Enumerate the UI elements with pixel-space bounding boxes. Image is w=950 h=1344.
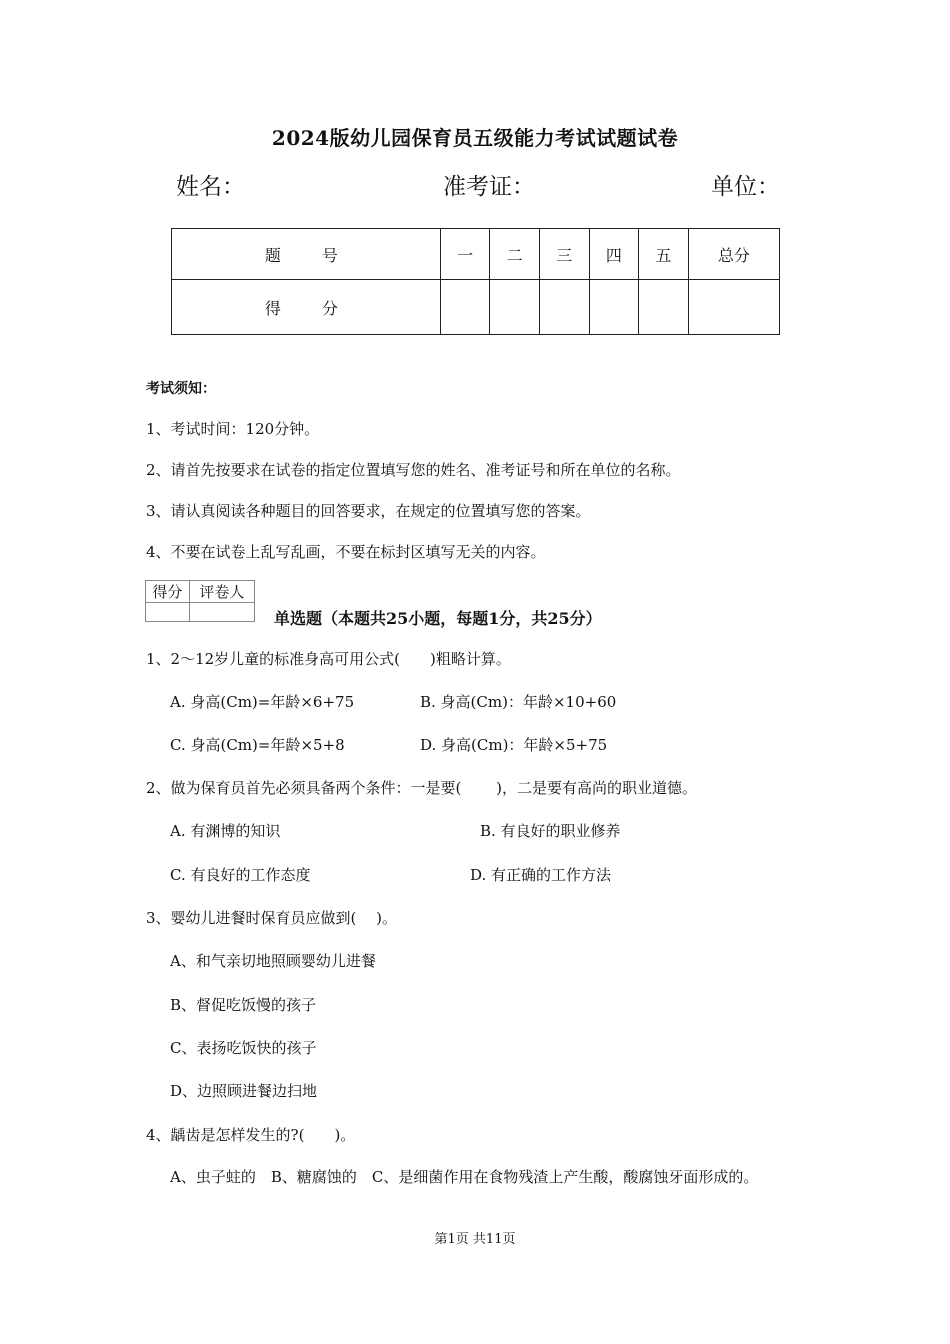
page-title: 2024版幼儿园保育员五级能力考试试题试卷 <box>271 126 679 150</box>
question-stem: 2、做为保育员首先必须具备两个条件：一是要( )，二是要有高尚的职业道德。 <box>146 779 698 797</box>
score-header-cell: 二 <box>490 229 540 280</box>
option-c: C. 有良好的工作态度 <box>170 866 311 884</box>
exam-id-label: 准考证： <box>443 174 535 200</box>
option-a: A. 有渊博的知识 <box>170 822 281 840</box>
score-table <box>171 228 780 335</box>
unit-label: 单位： <box>711 174 780 200</box>
score-header-cell: 三 <box>539 229 589 280</box>
grader-score-cell[interactable] <box>146 603 190 622</box>
notice-item: 1、考试时间：120分钟。 <box>146 420 320 438</box>
section-title: 单选题（本题共25小题，每题1分，共25分） <box>274 609 602 628</box>
score-table-score-row <box>172 280 780 335</box>
score-header-cell: 总分 <box>688 229 779 280</box>
grader-box <box>145 580 255 622</box>
score-cell[interactable] <box>539 280 589 335</box>
score-cell[interactable] <box>440 280 490 335</box>
question-stem: 4、龋齿是怎样发生的?( )。 <box>146 1126 356 1144</box>
option-a: A、和气亲切地照顾婴幼儿进餐 <box>170 952 376 970</box>
notice-heading: 考试须知： <box>146 381 216 397</box>
option-c: C. 身高(Cm)=年龄×5+8 <box>170 736 345 754</box>
option-a: A. 身高(Cm)=年龄×6+75 <box>170 693 355 711</box>
question-stem: 3、婴幼儿进餐时保育员应做到( )。 <box>146 909 398 927</box>
grader-score-label: 得分 <box>146 581 190 603</box>
option-b: B、督促吃饭慢的孩子 <box>170 996 317 1014</box>
score-cell[interactable] <box>589 280 639 335</box>
question-stem: 1、2～12岁儿童的标准身高可用公式( )粗略计算。 <box>146 650 511 668</box>
page-footer: 第1页 共11页 <box>434 1232 516 1247</box>
grader-reviewer-cell[interactable] <box>189 603 254 622</box>
score-cell[interactable] <box>688 280 779 335</box>
option-c: C、表扬吃饭快的孩子 <box>170 1039 317 1057</box>
score-table-header-row <box>172 229 780 280</box>
score-header-cell: 五 <box>639 229 689 280</box>
score-cell[interactable] <box>490 280 540 335</box>
score-row-label: 得 分 <box>172 280 441 335</box>
option-b: B. 身高(Cm)：年龄×10+60 <box>420 693 617 711</box>
option-d: D. 身高(Cm)：年龄×5+75 <box>420 736 608 754</box>
notice-item: 2、请首先按要求在试卷的指定位置填写您的姓名、准考证号和所在单位的名称。 <box>146 461 681 479</box>
option-d: D. 有正确的工作方法 <box>470 866 612 884</box>
notice-item: 4、不要在试卷上乱写乱画，不要在标封区填写无关的内容。 <box>146 543 546 561</box>
score-header-cell: 一 <box>440 229 490 280</box>
name-label: 姓名： <box>176 174 245 200</box>
grader-reviewer-label: 评卷人 <box>189 581 254 603</box>
option-d: D、边照顾进餐边扫地 <box>170 1082 318 1100</box>
option-b: B. 有良好的职业修养 <box>480 822 621 840</box>
notice-item: 3、请认真阅读各种题目的回答要求，在规定的位置填写您的答案。 <box>146 502 591 520</box>
score-header-cell: 四 <box>589 229 639 280</box>
score-header-cell: 题 号 <box>172 229 441 280</box>
question-options: A、虫子蛀的 B、糖腐蚀的 C、是细菌作用在食物残渣上产生酸，酸腐蚀牙面形成的。 <box>170 1168 759 1186</box>
score-cell[interactable] <box>639 280 689 335</box>
